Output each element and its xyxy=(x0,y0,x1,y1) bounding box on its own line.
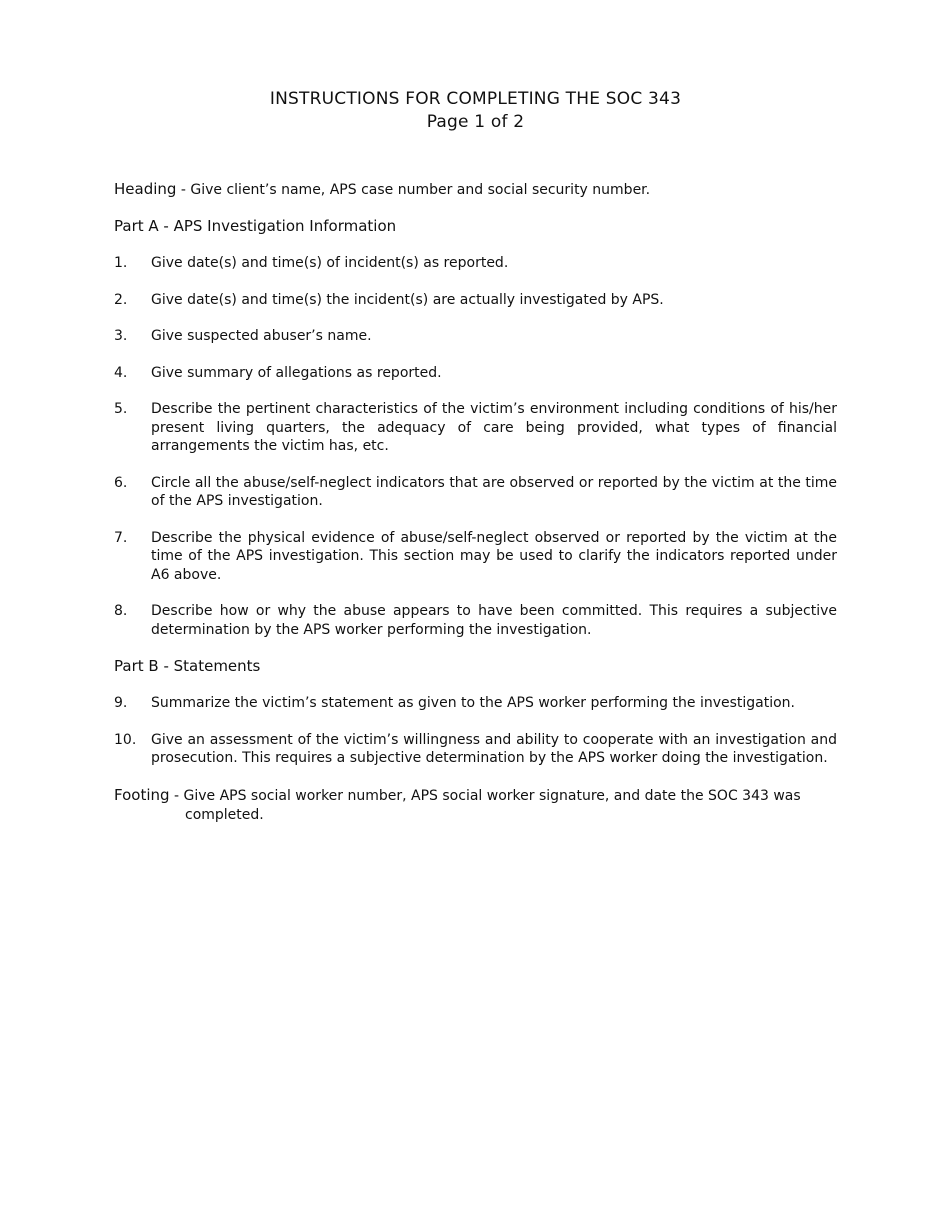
list-item xyxy=(114,327,837,346)
item-number: 6. xyxy=(114,474,128,491)
part-a-title: Part A - APS Investigation Information xyxy=(114,217,397,235)
item-text: Give date(s) and time(s) the incident(s) are actually investigated by APS. xyxy=(151,291,664,308)
list-item xyxy=(114,694,837,713)
footing-label: Footing xyxy=(114,785,170,804)
item-text: Give date(s) and time(s) of incident(s) as reported. xyxy=(151,255,509,271)
heading-instruction xyxy=(114,180,837,199)
heading-text: - Give client’s name, APS case number and social security number. xyxy=(176,182,651,198)
item-number: 2. xyxy=(114,291,128,308)
item-number: 10. xyxy=(114,731,137,748)
item-text: Circle all the abuse/self-neglect indicators that are observed or reported by the victim at the time of the APS investigation. xyxy=(151,474,837,509)
document-title: INSTRUCTIONS FOR COMPLETING THE SOC 343 xyxy=(269,89,682,109)
list-item xyxy=(114,731,837,768)
title-block xyxy=(114,88,837,134)
item-text: Give an assessment of the victim’s willingness and ability to cooperate with an investigation and prosecution. This requires a subjective determination by the APS worker doing the investigation. xyxy=(151,731,837,766)
item-text: Describe the physical evidence of abuse/self-neglect observed or reported by the victim at the time of the APS investigation. This section may be used to clarify the indicators reported under A6 above. xyxy=(151,529,837,583)
item-text: Summarize the victim’s statement as given to the APS worker performing the investigation. xyxy=(151,695,796,711)
footing-instruction xyxy=(114,786,837,825)
list-item xyxy=(114,364,837,383)
heading-label: Heading xyxy=(114,180,177,198)
list-item xyxy=(114,254,837,273)
item-number: 5. xyxy=(114,401,128,417)
list-item xyxy=(114,291,837,310)
item-number: 1. xyxy=(114,255,128,271)
list-item xyxy=(114,602,837,639)
item-text: Describe the pertinent characteristics of the victim’s environment including conditions of his/her present living quarters, the adequacy of care being provided, what types of financial arrangements the victim has, etc. xyxy=(151,401,837,454)
list-item xyxy=(114,474,837,511)
item-number: 7. xyxy=(114,529,128,546)
item-text: Describe how or why the abuse appears to have been committed. This requires a subjective determination by the APS worker performing the investigation. xyxy=(151,603,837,638)
item-number: 8. xyxy=(114,603,128,619)
part-b-title: Part B - Statements xyxy=(114,657,261,675)
item-number: 4. xyxy=(114,364,128,381)
document-page xyxy=(114,88,837,825)
footing-text: - Give APS social worker number, APS social worker signature, and date the SOC 343 was completed. xyxy=(169,787,801,823)
item-number: 3. xyxy=(114,328,128,344)
list-item xyxy=(114,529,837,585)
item-text: Give summary of allegations as reported. xyxy=(151,364,442,381)
page-label: Page 1 of 2 xyxy=(426,112,525,132)
item-number: 9. xyxy=(114,695,128,711)
item-text: Give suspected abuser’s name. xyxy=(151,328,372,344)
list-item xyxy=(114,400,837,456)
